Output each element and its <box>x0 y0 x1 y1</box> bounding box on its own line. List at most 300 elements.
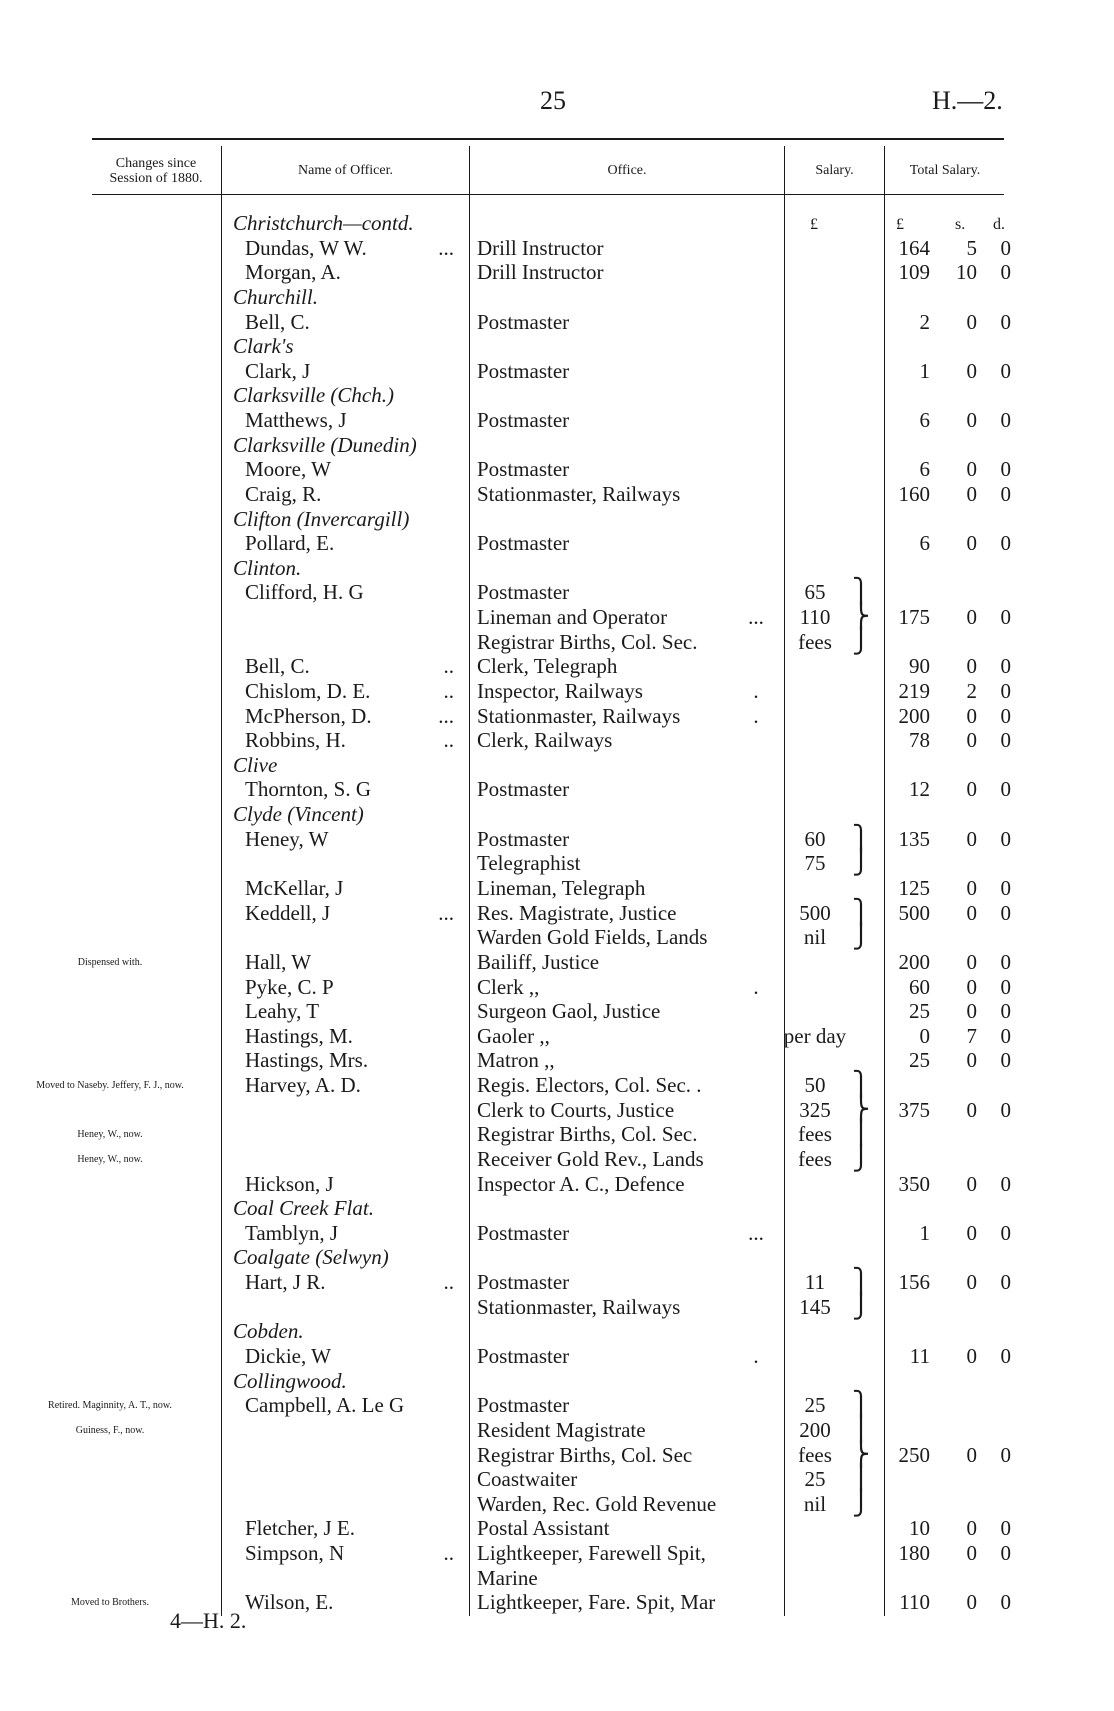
total-pounds: 6 <box>919 408 930 433</box>
table-row <box>0 1221 1114 1245</box>
table-row <box>0 1369 1114 1393</box>
brace-mark: ⎫ <box>852 579 870 606</box>
table-row <box>0 605 1114 629</box>
table-row <box>0 310 1114 334</box>
brace-mark: ⎪ <box>852 1121 870 1148</box>
total-pence: 0 <box>1000 1343 1011 1368</box>
change-note: Heney, W., now. <box>77 1129 143 1141</box>
officer-name: Moore, W <box>245 457 331 482</box>
brace-mark: ⎪ <box>852 1466 870 1493</box>
total-shillings: 5 <box>966 235 977 260</box>
table-row <box>0 1443 1114 1467</box>
place-heading: Cobden. <box>233 1319 304 1344</box>
table-row <box>0 1393 1114 1417</box>
total-shillings: 0 <box>966 1048 977 1073</box>
total-pounds: 25 <box>909 1048 930 1073</box>
total-shillings: 0 <box>966 1343 977 1368</box>
table-row <box>0 876 1114 900</box>
office-title: Postmaster <box>477 1220 570 1245</box>
office-title: Warden, Rec. Gold Revenue <box>477 1491 717 1516</box>
office-leader-dots: . <box>753 703 759 728</box>
table-header-rule <box>92 194 1004 195</box>
office-title: Postmaster <box>477 531 570 556</box>
officer-name: Leahy, T <box>245 999 320 1024</box>
brace-mark: ⎫ <box>852 1072 870 1099</box>
salary-value: 500 <box>799 900 831 925</box>
place-heading: Clark's <box>233 334 294 359</box>
office-title: Telegraphist <box>477 851 581 876</box>
table-row <box>0 211 1114 235</box>
total-pence: 0 <box>1000 1590 1011 1615</box>
office-title: Lineman and Operator <box>477 605 668 630</box>
office-title: Registrar Births, Col. Sec. <box>477 1122 698 1147</box>
officer-name: Dundas, W W. <box>245 235 367 260</box>
office-title: Marine <box>477 1565 538 1590</box>
shillings-unit: s. <box>955 216 966 233</box>
officer-name: Hart, J R. <box>245 1270 326 1295</box>
change-note: Moved to Brothers. <box>70 1597 150 1609</box>
leader-dots: ... <box>438 900 454 925</box>
leader-dots: .. <box>443 678 454 703</box>
column-header-changes-line2: Session of 1880. <box>109 171 203 186</box>
total-pounds: 110 <box>899 1590 930 1615</box>
signature-mark: 4—H. 2. <box>170 1608 247 1633</box>
office-leader-dots: . <box>753 1343 759 1368</box>
column-header-office: Office. <box>607 163 647 178</box>
officer-name: Hastings, M. <box>245 1023 353 1048</box>
salary-value: 325 <box>799 1097 831 1122</box>
total-shillings: 0 <box>966 1516 977 1541</box>
change-note: Heney, W., now. <box>77 1153 143 1165</box>
brace-mark: ⎭ <box>852 1293 870 1320</box>
total-pounds: 175 <box>898 605 930 630</box>
officer-name: Bell, C. <box>245 309 310 334</box>
salary-value: 200 <box>799 1417 831 1442</box>
total-pounds: 90 <box>909 654 930 679</box>
total-shillings: 7 <box>966 1023 977 1048</box>
page-number: 25 <box>540 86 566 115</box>
table-row <box>0 1122 1114 1146</box>
total-pence: 0 <box>1000 260 1011 285</box>
total-pence: 0 <box>1000 777 1011 802</box>
place-heading: Clarksville (Dunedin) <box>233 432 417 457</box>
officer-name: Fletcher, J E. <box>245 1516 355 1541</box>
salary-value: nil <box>803 925 827 950</box>
table-row <box>0 975 1114 999</box>
salary-value: per day <box>783 1023 847 1048</box>
total-shillings: 0 <box>966 974 977 999</box>
officer-name: Pollard, E. <box>245 531 335 556</box>
total-pounds: 219 <box>898 678 930 703</box>
total-pounds: 135 <box>898 826 930 851</box>
table-row <box>0 1147 1114 1171</box>
officer-name: Keddell, J <box>245 900 331 925</box>
salary-value: fees <box>798 1442 832 1467</box>
table-row <box>0 1098 1114 1122</box>
place-heading: Christchurch—contd. <box>233 211 414 235</box>
officer-name: Hastings, Mrs. <box>245 1048 369 1073</box>
total-shillings: 0 <box>966 1590 977 1615</box>
table-row <box>0 334 1114 358</box>
change-note: Guiness, F., now. <box>75 1424 145 1436</box>
table-row <box>0 827 1114 851</box>
table-row <box>0 851 1114 875</box>
office-title: Lightkeeper, Fare. Spit, Mar <box>477 1590 716 1615</box>
office-title: Resident Magistrate <box>477 1417 646 1442</box>
officer-name: Simpson, N <box>245 1541 345 1566</box>
table-row <box>0 1245 1114 1269</box>
office-title: Postmaster <box>477 457 570 482</box>
table-row <box>0 999 1114 1023</box>
office-title: Stationmaster, Railways <box>477 481 681 506</box>
table-row <box>0 1516 1114 1540</box>
office-title: Clerk to Courts, Justice <box>477 1097 675 1122</box>
total-shillings: 0 <box>966 1442 977 1467</box>
table-row <box>0 1418 1114 1442</box>
office-title: Inspector, Railways <box>477 678 643 703</box>
leader-dots: .. <box>443 654 454 679</box>
column-header-changes-line1: Changes since <box>115 156 197 171</box>
total-pounds: 200 <box>898 949 930 974</box>
office-leader-dots: ... <box>748 605 764 630</box>
office-title: Postmaster <box>477 580 570 605</box>
change-note: Moved to Naseby. Jeffery, F. J., now. <box>36 1080 184 1092</box>
total-pounds: 1 <box>919 358 930 383</box>
total-pounds: 11 <box>909 1343 930 1368</box>
table-row <box>0 1319 1114 1343</box>
office-title: Receiver Gold Rev., Lands <box>477 1146 704 1171</box>
total-pence: 0 <box>1000 826 1011 851</box>
table-row <box>0 1295 1114 1319</box>
table-row <box>0 236 1114 260</box>
total-pounds: 0 <box>919 1023 930 1048</box>
total-shillings: 0 <box>966 1097 977 1122</box>
total-shillings: 0 <box>966 605 977 630</box>
officer-name: Tamblyn, J <box>245 1220 339 1245</box>
table-row <box>0 925 1114 949</box>
salary-value: 25 <box>804 1393 826 1418</box>
total-shillings: 10 <box>956 260 977 285</box>
office-title: Clerk, Telegraph <box>477 654 618 679</box>
brace-mark: ⎫ <box>852 825 870 852</box>
table-row <box>0 580 1114 604</box>
total-shillings: 0 <box>966 728 977 753</box>
table-top-rule <box>92 138 1004 140</box>
total-shillings: 0 <box>966 531 977 556</box>
table-row <box>0 531 1114 555</box>
table-row <box>0 1024 1114 1048</box>
officer-name: Matthews, J <box>245 408 347 433</box>
total-shillings: 0 <box>966 358 977 383</box>
total-shillings: 0 <box>966 1270 977 1295</box>
table-row <box>0 679 1114 703</box>
table-row <box>0 1270 1114 1294</box>
column-header-changes <box>92 156 220 186</box>
total-shillings: 0 <box>966 1541 977 1566</box>
office-title: Bailiff, Justice <box>477 949 600 974</box>
salary-value: 110 <box>799 605 831 630</box>
total-shillings: 0 <box>966 481 977 506</box>
brace-mark: ⎫ <box>852 1392 870 1419</box>
total-pounds: 500 <box>898 900 930 925</box>
brace-mark: ⎭ <box>852 628 870 655</box>
total-shillings: 0 <box>966 876 977 900</box>
total-pounds: 60 <box>909 974 930 999</box>
total-shillings: 0 <box>966 1220 977 1245</box>
table-row <box>0 802 1114 826</box>
officer-name: McKellar, J <box>245 876 344 900</box>
office-title: Postal Assistant <box>477 1516 610 1541</box>
office-title: Stationmaster, Railways <box>477 1294 681 1319</box>
total-pence: 0 <box>1000 408 1011 433</box>
column-header-total-salary: Total Salary. <box>909 163 981 178</box>
document-reference: H.—2. <box>932 86 1003 115</box>
table-row <box>0 654 1114 678</box>
brace-mark: ⎫ <box>852 1269 870 1296</box>
salary-unit: £ <box>810 216 818 233</box>
leader-dots: .. <box>443 1270 454 1295</box>
officer-name: Dickie, W <box>245 1343 331 1368</box>
office-title: Postmaster <box>477 1270 570 1295</box>
officer-name: Chislom, D. E. <box>245 678 371 703</box>
total-pence: 0 <box>1000 457 1011 482</box>
officer-name: Heney, W <box>245 826 329 851</box>
total-pence: 0 <box>1000 1541 1011 1566</box>
total-pounds: 160 <box>898 481 930 506</box>
total-shillings: 0 <box>966 703 977 728</box>
total-shillings: 0 <box>966 826 977 851</box>
salary-value: 25 <box>804 1467 826 1492</box>
total-pence: 0 <box>1000 309 1011 334</box>
total-pence: 0 <box>1000 949 1011 974</box>
office-title: Stationmaster, Railways <box>477 703 681 728</box>
officer-name: Wilson, E. <box>245 1590 334 1615</box>
table-row <box>0 1344 1114 1368</box>
office-title: Registrar Births, Col. Sec <box>477 1442 693 1467</box>
table-row <box>0 285 1114 309</box>
office-title: Res. Magistrate, Justice <box>477 900 677 925</box>
total-pence: 0 <box>1000 1097 1011 1122</box>
office-title: Postmaster <box>477 1343 570 1368</box>
salary-value: 145 <box>799 1294 831 1319</box>
table-row <box>0 507 1114 531</box>
salary-value: 11 <box>804 1270 826 1295</box>
total-pounds: 1 <box>919 1220 930 1245</box>
office-title: Drill Instructor <box>477 235 604 260</box>
total-shillings: 0 <box>966 999 977 1024</box>
total-shillings: 0 <box>966 777 977 802</box>
table-row <box>0 950 1114 974</box>
place-heading: Clarksville (Chch.) <box>233 383 394 408</box>
office-title: Lineman, Telegraph <box>477 876 646 900</box>
pence-unit: d. <box>993 216 1005 233</box>
officer-name: Hall, W <box>245 949 312 974</box>
total-pence: 0 <box>1000 531 1011 556</box>
office-title: Surgeon Gaol, Justice <box>477 999 661 1024</box>
total-pence: 0 <box>1000 999 1011 1024</box>
total-pence: 0 <box>1000 876 1011 900</box>
table-row <box>0 728 1114 752</box>
table-row <box>0 482 1114 506</box>
total-pence: 0 <box>1000 654 1011 679</box>
total-shillings: 0 <box>966 457 977 482</box>
table-row <box>0 1467 1114 1491</box>
table-row <box>0 457 1114 481</box>
total-pounds: 200 <box>898 703 930 728</box>
change-note: Dispensed with. <box>77 956 143 968</box>
salary-value: 75 <box>804 851 826 876</box>
officer-name: Craig, R. <box>245 481 322 506</box>
office-title: Regis. Electors, Col. Sec. . <box>477 1073 702 1098</box>
total-pence: 0 <box>1000 1023 1011 1048</box>
table-row <box>0 1590 1114 1614</box>
place-heading: Clive <box>233 752 278 777</box>
total-pounds: 180 <box>898 1541 930 1566</box>
table-row <box>0 1048 1114 1072</box>
brace-mark: ⎭ <box>852 924 870 951</box>
office-title: Postmaster <box>477 777 570 802</box>
office-title: Postmaster <box>477 826 570 851</box>
officer-name: Pyke, C. P <box>245 974 334 999</box>
office-title: Gaoler ,, <box>477 1023 550 1048</box>
officer-name: Hickson, J <box>245 1171 334 1196</box>
column-header-salary: Salary. <box>815 163 854 178</box>
total-shillings: 0 <box>966 900 977 925</box>
table-row <box>0 260 1114 284</box>
total-pounds: 350 <box>898 1171 930 1196</box>
officer-name: Campbell, A. Le G <box>245 1393 405 1418</box>
officer-name: Morgan, A. <box>245 260 341 285</box>
office-title: Postmaster <box>477 1393 570 1418</box>
total-pounds: 375 <box>898 1097 930 1122</box>
office-title: Clerk ,, <box>477 974 540 999</box>
officer-name: Clifford, H. G <box>245 580 364 605</box>
total-shillings: 2 <box>966 678 977 703</box>
table-row <box>0 630 1114 654</box>
office-title: Warden Gold Fields, Lands <box>477 925 708 950</box>
table-row <box>0 383 1114 407</box>
salary-value: fees <box>798 1122 832 1147</box>
total-pounds: 25 <box>909 999 930 1024</box>
office-title: Postmaster <box>477 358 570 383</box>
total-pence: 0 <box>1000 481 1011 506</box>
office-title: Clerk, Railways <box>477 728 613 753</box>
total-shillings: 0 <box>966 408 977 433</box>
salary-value: 50 <box>804 1073 826 1098</box>
table-row <box>0 408 1114 432</box>
office-leader-dots: . <box>753 974 759 999</box>
office-title: Drill Instructor <box>477 260 604 285</box>
place-heading: Coal Creek Flat. <box>233 1196 374 1221</box>
total-pounds: 12 <box>909 777 930 802</box>
total-pounds: 156 <box>898 1270 930 1295</box>
officer-name: Thornton, S. G <box>245 777 371 802</box>
table-row <box>0 556 1114 580</box>
office-title: Matron ,, <box>477 1048 555 1073</box>
column-header-name: Name of Officer. <box>298 163 393 178</box>
table-row <box>0 359 1114 383</box>
brace-mark: ⎭ <box>852 850 870 877</box>
leader-dots: ... <box>438 703 454 728</box>
pounds-unit: £ <box>896 216 904 233</box>
table-row <box>0 1073 1114 1097</box>
total-pounds: 164 <box>898 235 930 260</box>
brace-mark: ⎫ <box>852 899 870 926</box>
total-pence: 0 <box>1000 1516 1011 1541</box>
place-heading: Churchill. <box>233 284 318 309</box>
total-pence: 0 <box>1000 1270 1011 1295</box>
total-pence: 0 <box>1000 703 1011 728</box>
officer-name: Harvey, A. D. <box>245 1073 361 1098</box>
officer-name: Clark, J <box>245 358 311 383</box>
leader-dots: .. <box>443 728 454 753</box>
office-title: Postmaster <box>477 408 570 433</box>
place-heading: Coalgate (Selwyn) <box>233 1245 389 1270</box>
brace-mark: ⎪ <box>852 1416 870 1443</box>
total-pence: 0 <box>1000 1442 1011 1467</box>
total-pounds: 6 <box>919 531 930 556</box>
total-pence: 0 <box>1000 235 1011 260</box>
table-row <box>0 777 1114 801</box>
total-pounds: 2 <box>919 309 930 334</box>
total-pounds: 125 <box>898 876 930 900</box>
brace-mark: ⎬ <box>852 604 870 631</box>
total-shillings: 0 <box>966 309 977 334</box>
place-heading: Clifton (Invercargill) <box>233 506 410 531</box>
office-leader-dots: ... <box>748 1220 764 1245</box>
officer-name: McPherson, D. <box>245 703 372 728</box>
salary-value: fees <box>798 1146 832 1171</box>
table-row <box>0 753 1114 777</box>
total-pounds: 109 <box>898 260 930 285</box>
total-pence: 0 <box>1000 605 1011 630</box>
brace-mark: ⎭ <box>852 1145 870 1172</box>
total-pence: 0 <box>1000 1220 1011 1245</box>
officer-name: Robbins, H. <box>245 728 346 753</box>
brace-mark: ⎬ <box>852 1096 870 1123</box>
total-pence: 0 <box>1000 728 1011 753</box>
total-pounds: 250 <box>898 1442 930 1467</box>
table-row <box>0 704 1114 728</box>
table-row <box>0 1492 1114 1516</box>
office-title: Coastwaiter <box>477 1467 578 1492</box>
table-row <box>0 1172 1114 1196</box>
salary-value: nil <box>803 1491 827 1516</box>
place-heading: Collingwood. <box>233 1368 347 1393</box>
table-row <box>0 1196 1114 1220</box>
leader-dots: ... <box>438 235 454 260</box>
total-shillings: 0 <box>966 654 977 679</box>
total-pence: 0 <box>1000 678 1011 703</box>
office-title: Registrar Births, Col. Sec. <box>477 629 698 654</box>
place-heading: Clinton. <box>233 555 302 580</box>
total-pence: 0 <box>1000 900 1011 925</box>
total-shillings: 0 <box>966 949 977 974</box>
brace-mark: ⎬ <box>852 1441 870 1468</box>
officer-name: Bell, C. <box>245 654 310 679</box>
total-pence: 0 <box>1000 1048 1011 1073</box>
salary-value: fees <box>798 629 832 654</box>
total-pence: 0 <box>1000 358 1011 383</box>
table-row <box>0 1566 1114 1590</box>
office-leader-dots: . <box>753 678 759 703</box>
office-title: Lightkeeper, Farewell Spit, <box>477 1541 706 1566</box>
leader-dots: .. <box>443 1541 454 1566</box>
salary-value: 65 <box>804 580 826 605</box>
table-row <box>0 901 1114 925</box>
office-title: Inspector A. C., Defence <box>477 1171 685 1196</box>
table-row <box>0 1541 1114 1565</box>
